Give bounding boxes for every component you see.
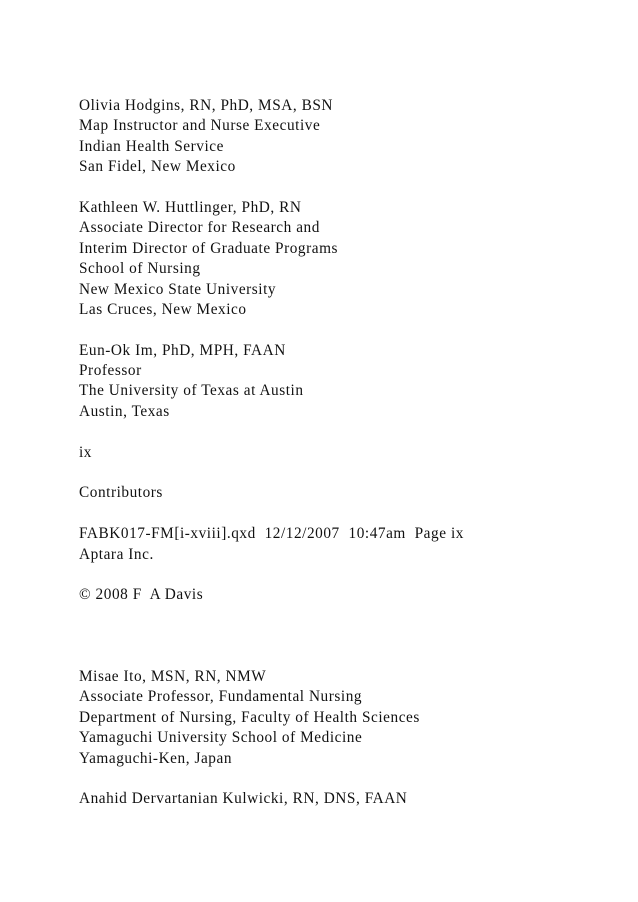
spacer [79,769,638,789]
contributor-department: School of Nursing [79,260,201,278]
contributor-location: San Fidel, New Mexico [79,158,236,176]
file-info-line: FABK017-FM[i-xviii].qxd 12/12/2007 10:47am Page ix [79,525,464,543]
contributor-title: Professor [79,362,142,380]
spacer [79,463,638,483]
contributor-name: Olivia Hodgins, RN, PhD, MSA, BSN [79,97,334,114]
spacer [79,422,638,442]
contributor-name: Eun-Ok Im, PhD, MPH, FAAN [79,341,286,359]
contributor-huttlinger [79,198,638,320]
spacer [79,320,638,340]
publisher-line: Aptara Inc. [79,545,154,563]
contributor-kulwicki [79,789,638,809]
contributor-organization: The University of Texas at Austin [79,382,304,400]
contributor-title: Associate Director for Research and [79,219,320,237]
contributor-organization: Yamaguchi University School of Medicine [79,729,363,747]
spacer [79,565,638,585]
contributor-hodgins [79,96,638,178]
contributor-title: Map Instructor and Nurse Executive [79,117,321,135]
contributor-name: Kathleen W. Huttlinger, PhD, RN [79,198,302,216]
spacer [79,178,638,198]
spacer [79,606,638,667]
contributor-ito [79,667,638,769]
contributor-location: Austin, Texas [79,402,170,420]
contributor-organization: Indian Health Service [79,137,224,155]
contributor-title: Interim Director of Graduate Programs [79,239,339,257]
contributor-organization: New Mexico State University [79,280,277,298]
contributor-name: Anahid Dervartanian Kulwicki, RN, DNS, FAAN [79,790,408,808]
contributor-title: Associate Professor, Fundamental Nursing [79,688,363,706]
page-number: ix [79,443,92,461]
contributor-department: Department of Nursing, Faculty of Health Sciences [79,708,420,726]
copyright-line: © 2008 F A Davis [79,586,204,604]
section-title: Contributors [79,484,163,502]
contributor-location: Las Cruces, New Mexico [79,300,247,318]
contributor-location: Yamaguchi-Ken, Japan [79,749,233,767]
spacer [79,504,638,524]
contributor-name: Misae Ito, MSN, RN, NMW [79,667,267,685]
contributor-im [79,341,638,423]
